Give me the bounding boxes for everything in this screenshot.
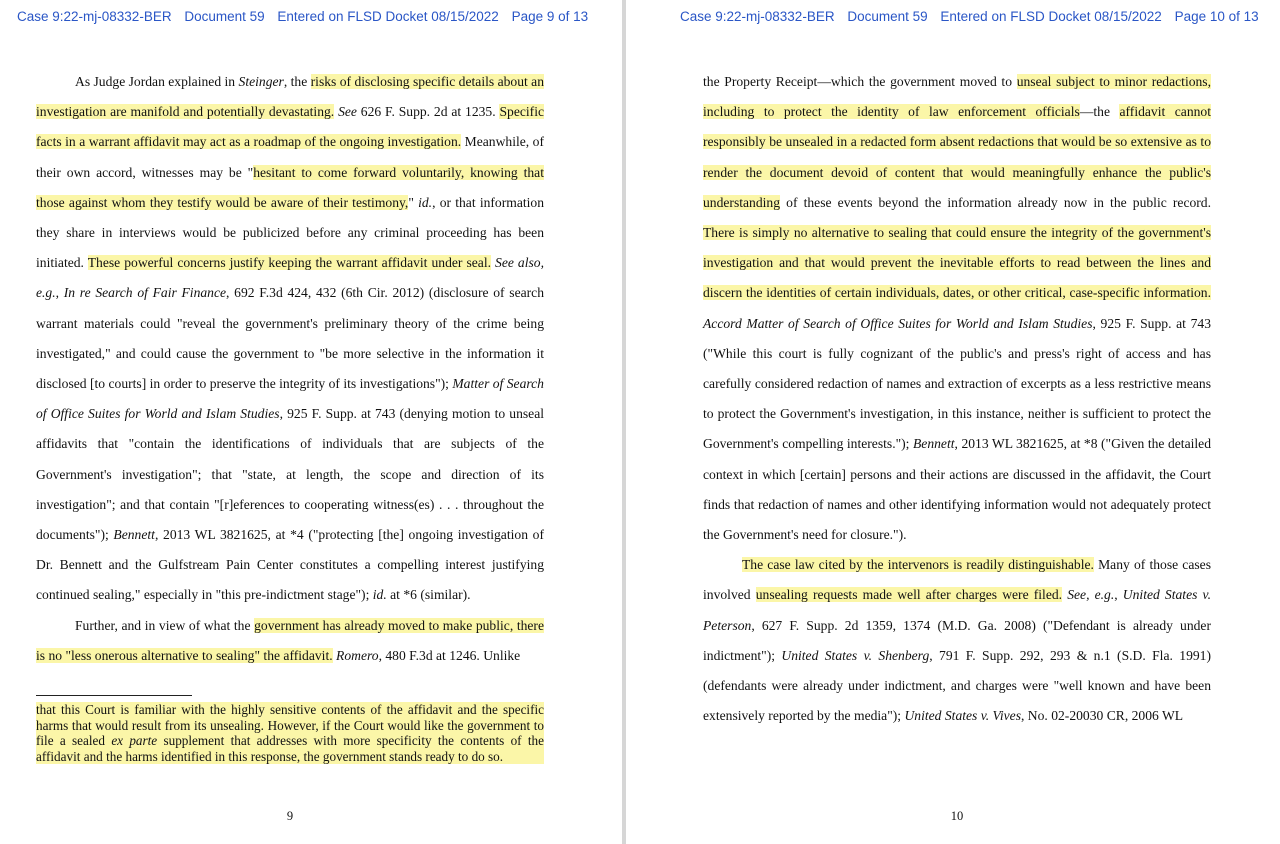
page-number: 10 xyxy=(950,809,964,823)
highlighted-text: affidavit cannot responsibly be unsealed in a redacted form absent redactions that would be so extensive as to render the document devoid of content that would meaningfully enhance the public's understanding xyxy=(703,104,1211,210)
page-count: Page 10 of 13 xyxy=(1174,9,1259,24)
citation-text: See, e.g. xyxy=(1067,587,1115,603)
text-run: , 791 F. Supp. 292, 293 & n.1 (S.D. Fla. 1991) (defendants were already under indictment, and charges were "well known and have been extensively reported by the media"); xyxy=(703,647,1211,724)
text-run: , No. 02-20030 CR, 2006 WL xyxy=(1020,708,1184,724)
document-page-right xyxy=(626,0,1280,844)
text-run: Many of those cases involved xyxy=(703,557,1211,603)
document-number: Document 59 xyxy=(184,9,265,24)
paragraph xyxy=(703,67,1211,550)
document-page-left xyxy=(0,0,622,844)
text-run: , or that information they share in interviews would be publicized before any criminal proceeding has been initiated. xyxy=(36,194,544,271)
citation-text: ex parte xyxy=(111,733,158,748)
highlighted-text: There is simply no alternative to sealing that could ensure the integrity of the government's investigation and that would prevent the inevitable efforts to read between the lines and discern the identities of certain individuals, dates, or other critical, case-specific information. xyxy=(703,225,1211,301)
text-run: As Judge Jordan explained in xyxy=(75,74,239,89)
case-number: Case 9:22-mj-08332-BER xyxy=(680,9,835,24)
text-run: , 692 F.3d 424, 432 (6th Cir. 2012) (disclosure of search warrant materials could "reveal the government's preliminary theory of the crime being investigated," and could cause the government to "be more selective in the information it disclosed [to courts] in order to preserve the integrity of its investigations"); xyxy=(36,285,544,392)
page-count: Page 9 of 13 xyxy=(511,9,589,24)
citation-text: id. xyxy=(372,587,387,603)
text-run: , 627 F. Supp. 2d 1359, 1374 (M.D. Ga. 2008) ("Defendant is already under indictment"); xyxy=(703,617,1211,663)
paragraph xyxy=(703,550,1211,731)
citation-text: Bennett xyxy=(912,436,955,452)
text-run: of these events beyond the information already now in the public record. xyxy=(780,194,1211,210)
document-number: Document 59 xyxy=(847,9,928,24)
citation-text: United States v. Vives xyxy=(904,708,1021,724)
text-run: , xyxy=(55,285,64,301)
footnote-divider xyxy=(36,695,192,696)
text-run: Further, and in view of what the xyxy=(75,617,255,633)
page-header xyxy=(17,9,597,24)
text-run: " xyxy=(408,194,419,210)
text-run: at *6 (similar). xyxy=(386,587,471,603)
citation-text: In re Search of Fair Finance xyxy=(63,285,227,301)
highlighted-text: Specific facts in a warrant affidavit may act as a roadmap of the ongoing investigation. xyxy=(36,104,545,150)
text-run: , 925 F. Supp. at 743 ("While this court is fully cognizant of the public's and press's right of access and has carefully considered redaction of names and extraction of excerpts as a less restrictive means to protect the Government's investigation, in this instance, neither is sufficient to protect the Government's compelling interests."); xyxy=(703,315,1211,452)
paragraph xyxy=(36,611,544,671)
citation-text: Accord Matter of Search of Office Suites for World and Islam Studies xyxy=(703,315,1093,331)
text-run: , xyxy=(1114,587,1123,603)
case-number: Case 9:22-mj-08332-BER xyxy=(17,9,172,24)
citation-text: Bennett xyxy=(113,527,155,543)
citation-text: See xyxy=(338,104,357,120)
text-run: , 2013 WL 3821625, at *8 ("Given the detailed context in which [certain] persons and their actions are discussed in the affidavit, the Court finds that redaction of names and other identifying information would not adequately protect the Government's need for closure."). xyxy=(703,436,1211,543)
citation-text: id. xyxy=(418,194,433,210)
citation-text: Steinger xyxy=(238,74,284,89)
footnote xyxy=(36,702,544,764)
citation-text: United States v. Peterson xyxy=(703,587,1211,633)
text-run: , 480 F.3d at 1246. Unlike xyxy=(378,647,521,663)
citation-text: United States v. Shenberg xyxy=(781,647,930,663)
highlighted-text: The case law cited by the intervenors is readily distinguishable. xyxy=(742,557,1094,573)
citation-text: Romero xyxy=(336,647,379,663)
highlighted-text: risks of disclosing specific details about an investigation are manifold and potentially devastating. xyxy=(36,74,545,120)
page-header xyxy=(680,9,1268,24)
text-run: the Property Receipt—which the government moved to xyxy=(703,74,1017,89)
text-run: Meanwhile, of their own accord, witnesses may be " xyxy=(36,134,544,180)
highlighted-text: These powerful concerns justify keeping the warrant affidavit under seal. xyxy=(87,255,491,271)
text-run: 626 F. Supp. 2d at 1235. xyxy=(356,104,500,120)
page-number: 9 xyxy=(286,809,294,823)
text-run: —the xyxy=(1079,104,1120,120)
text-run: , the xyxy=(283,74,311,89)
text-run: , 2013 WL 3821625, at *4 ("protecting [the] ongoing investigation of Dr. Bennett and the Gulfstream Pain Center constitutes a compelling interest justifying continued sealing," especially in "this pre-indictment stage"); xyxy=(36,527,544,603)
text-run: , 925 F. Supp. at 743 (denying motion to unseal affidavits that "contain the identifications of individuals that are subjects of the Government's investigation"; that "state, at length, the scope and direction of its investigation"; and that contain "[r]eferences to cooperating witness(es) . . . throughout the documents"); xyxy=(36,406,545,543)
citation-text: Matter of Search of Office Suites for World and Islam Studies xyxy=(36,376,544,422)
paragraph xyxy=(36,67,544,611)
docket-entry: Entered on FLSD Docket 08/15/2022 xyxy=(940,9,1162,24)
citation-text: See also, e.g. xyxy=(36,255,544,301)
body-text xyxy=(36,67,544,671)
docket-entry: Entered on FLSD Docket 08/15/2022 xyxy=(277,9,499,24)
text-run: supplement that addresses with more specificity the contents of the affidavit and the harms identified in this response, the government stands ready to do so. xyxy=(36,733,544,764)
highlighted-text: government has already moved to make public, there is no "less onerous alternative to sealing" the affidavit. xyxy=(36,617,544,663)
body-text xyxy=(703,67,1211,731)
highlighted-text: unseal subject to minor redactions, including to protect the identity of law enforcement officials xyxy=(703,74,1211,120)
highlighted-text: hesitant to come forward voluntarily, knowing that those against whom they testify would be aware of their testimony, xyxy=(36,164,544,210)
text-run: that this Court is familiar with the highly sensitive contents of the affidavit and the specific harms that would result from its unsealing. However, if the Court would like the government to file a sealed xyxy=(36,702,544,748)
highlighted-text: unsealing requests made well after charges were filed. xyxy=(755,587,1063,603)
